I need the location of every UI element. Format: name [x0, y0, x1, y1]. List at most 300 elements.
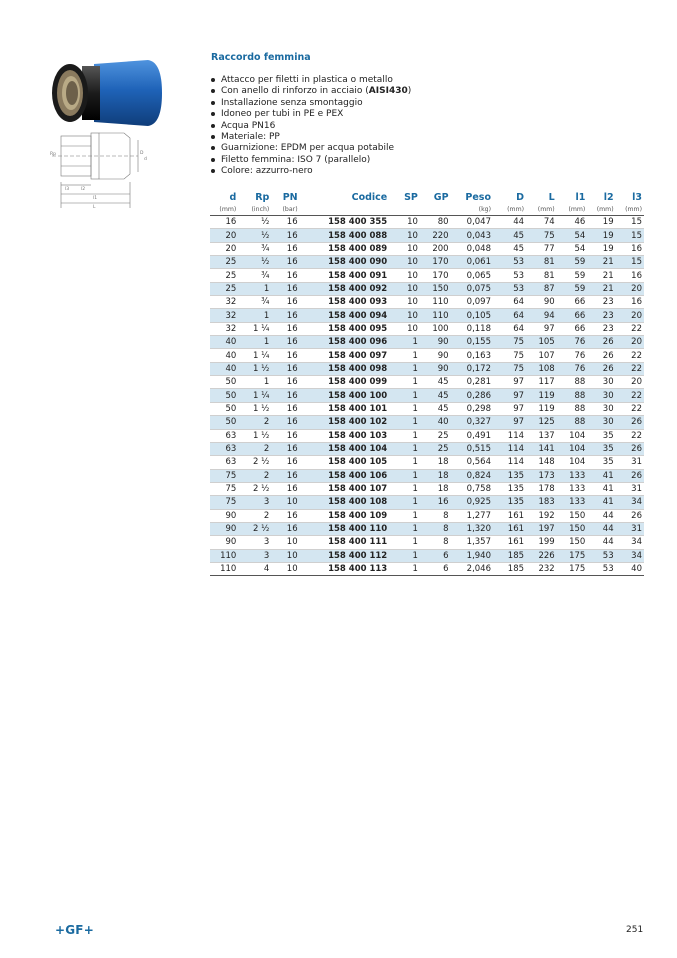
feature-item: Attacco per filetti in plastica o metallo — [210, 75, 411, 86]
table-cell: 50 — [210, 389, 238, 402]
table-body — [210, 216, 644, 576]
table-cell: 87 — [526, 282, 557, 295]
table-cell: 4 — [238, 562, 271, 575]
table-cell: 20 — [616, 376, 644, 389]
table-cell: 110 — [420, 296, 451, 309]
table-cell: 16 — [271, 296, 299, 309]
table-cell: 0,047 — [451, 216, 493, 229]
table-cell: 0,327 — [451, 416, 493, 429]
drawing-label-l: L — [93, 205, 96, 210]
table-cell: 97 — [493, 402, 526, 415]
table-cell: 88 — [557, 389, 588, 402]
table-cell: 3 — [238, 496, 271, 509]
drawing-label-d-outer: D — [140, 151, 144, 156]
column-unit: (kg) — [451, 204, 493, 216]
table-cell: 0,824 — [451, 469, 493, 482]
table-cell: 104 — [557, 429, 588, 442]
table-cell: 34 — [616, 549, 644, 562]
table-cell: 18 — [420, 456, 451, 469]
table-cell: 1 — [389, 549, 420, 562]
table-cell: 0,155 — [451, 336, 493, 349]
table-cell: 20 — [616, 336, 644, 349]
table-cell: 175 — [557, 549, 588, 562]
feature-item: Guarnizione: EPDM per acqua potabile — [210, 143, 411, 154]
table-cell: 10 — [389, 322, 420, 335]
table-cell: 75 — [526, 229, 557, 242]
table-cell: 26 — [616, 469, 644, 482]
table-cell: 16 — [271, 322, 299, 335]
drawing-label-d-inner: d — [144, 157, 147, 162]
table-cell: 26 — [587, 362, 615, 375]
table-cell: 54 — [557, 242, 588, 255]
table-cell: 75 — [493, 362, 526, 375]
table-row — [210, 376, 644, 389]
table-cell: 16 — [271, 402, 299, 415]
table-cell: 0,097 — [451, 296, 493, 309]
section-title: Raccordo femmina — [211, 52, 311, 63]
table-cell: 18 — [420, 469, 451, 482]
table-cell: 31 — [616, 522, 644, 535]
table-cell: 1 ¼ — [238, 389, 271, 402]
table-cell: 53 — [493, 269, 526, 282]
table-cell: 21 — [587, 282, 615, 295]
table-cell: 158 400 355 — [300, 216, 390, 229]
table-cell: 2 — [238, 509, 271, 522]
feature-item: Materiale: PP — [210, 132, 411, 143]
drawing-label-l1: l1 — [93, 196, 98, 201]
table-cell: 26 — [587, 349, 615, 362]
table-cell: 26 — [616, 509, 644, 522]
column-header: Codice — [351, 192, 388, 203]
table-row — [210, 402, 644, 415]
table-row — [210, 522, 644, 535]
table-cell: ¾ — [238, 296, 271, 309]
table-cell: 30 — [587, 376, 615, 389]
table-cell: 1 — [238, 309, 271, 322]
table-cell: 30 — [587, 416, 615, 429]
table-cell: 1 — [389, 482, 420, 495]
table-cell: 1 — [389, 376, 420, 389]
table-row — [210, 416, 644, 429]
table-cell: 158 400 101 — [300, 402, 390, 415]
table-cell: 97 — [526, 322, 557, 335]
table-cell: 10 — [389, 296, 420, 309]
table-row — [210, 296, 644, 309]
table-cell: ½ — [238, 216, 271, 229]
table-cell: 20 — [616, 309, 644, 322]
table-cell: 158 400 095 — [300, 322, 390, 335]
table-cell: 35 — [587, 442, 615, 455]
table-cell: 19 — [587, 242, 615, 255]
column-unit: (mm) — [493, 204, 526, 216]
table-cell: 45 — [493, 242, 526, 255]
table-cell: 110 — [210, 562, 238, 575]
table-row — [210, 496, 644, 509]
table-cell: 25 — [210, 282, 238, 295]
table-cell: 158 400 109 — [300, 509, 390, 522]
table-units-row — [210, 204, 644, 216]
table-cell: 105 — [526, 336, 557, 349]
table-cell: 1 — [389, 442, 420, 455]
table-cell: 90 — [420, 349, 451, 362]
table-cell: 0,515 — [451, 442, 493, 455]
table-cell: 158 400 098 — [300, 362, 390, 375]
table-cell: 23 — [587, 309, 615, 322]
table-cell: 31 — [616, 482, 644, 495]
column-unit: (mm) — [616, 204, 644, 216]
table-cell: 150 — [420, 282, 451, 295]
table-cell: 21 — [587, 256, 615, 269]
table-cell: 90 — [210, 509, 238, 522]
table-cell: 117 — [526, 376, 557, 389]
table-cell: 1 — [238, 376, 271, 389]
table-row — [210, 362, 644, 375]
table-cell: 2 — [238, 469, 271, 482]
table-row — [210, 456, 644, 469]
feature-item: Installazione senza smontaggio — [210, 98, 411, 109]
table-cell: 59 — [557, 282, 588, 295]
table-cell: 150 — [557, 536, 588, 549]
table-cell: 16 — [271, 509, 299, 522]
drawing-label-l2: l2 — [81, 187, 86, 192]
table-cell: 161 — [493, 509, 526, 522]
table-cell: 22 — [616, 429, 644, 442]
column-header: l1 — [575, 192, 586, 203]
table-cell: 0,925 — [451, 496, 493, 509]
table-cell: 53 — [493, 256, 526, 269]
table-cell: 16 — [271, 482, 299, 495]
table-cell: 8 — [420, 509, 451, 522]
table-cell: 10 — [389, 282, 420, 295]
table-cell: 30 — [587, 389, 615, 402]
table-cell: ½ — [238, 256, 271, 269]
table-cell: 76 — [557, 362, 588, 375]
table-cell: 40 — [210, 362, 238, 375]
drawing-label-rp: Rp — [50, 152, 56, 157]
column-unit: (bar) — [271, 204, 299, 216]
table-cell: 44 — [587, 536, 615, 549]
table-cell: 137 — [526, 429, 557, 442]
table-row — [210, 269, 644, 282]
table-cell: 50 — [210, 376, 238, 389]
table-cell: 75 — [210, 469, 238, 482]
table-cell: 185 — [493, 549, 526, 562]
table-cell: 15 — [616, 256, 644, 269]
table-cell: 175 — [557, 562, 588, 575]
spec-table — [210, 191, 644, 576]
table-cell: 50 — [210, 402, 238, 415]
column-header: l2 — [603, 192, 614, 203]
table-header-row — [210, 191, 644, 204]
table-cell: 22 — [616, 389, 644, 402]
table-cell: 81 — [526, 256, 557, 269]
table-cell: 97 — [493, 376, 526, 389]
column-header: GP — [433, 192, 449, 203]
table-cell: 16 — [271, 456, 299, 469]
table-cell: 158 400 106 — [300, 469, 390, 482]
table-cell: 1 — [389, 416, 420, 429]
table-cell: 158 400 104 — [300, 442, 390, 455]
table-cell: 16 — [271, 376, 299, 389]
table-cell: 104 — [557, 456, 588, 469]
table-cell: 1,320 — [451, 522, 493, 535]
table-cell: 1 — [389, 469, 420, 482]
feature-item: Filetto femmina: ISO 7 (parallelo) — [210, 155, 411, 166]
table-row — [210, 242, 644, 255]
column-header: D — [516, 192, 525, 203]
table-cell: 77 — [526, 242, 557, 255]
feature-list — [210, 75, 411, 178]
table-cell: 10 — [389, 216, 420, 229]
feature-item: Colore: azzurro-nero — [210, 166, 411, 177]
table-cell: 63 — [210, 429, 238, 442]
column-unit: (mm) — [210, 204, 238, 216]
column-header: SP — [404, 192, 418, 203]
table-cell: 158 400 105 — [300, 456, 390, 469]
table-cell: 133 — [557, 496, 588, 509]
table-cell: 1 ½ — [238, 362, 271, 375]
table-cell: 75 — [210, 496, 238, 509]
table-cell: 16 — [616, 242, 644, 255]
table-cell: 16 — [210, 216, 238, 229]
table-cell: 161 — [493, 536, 526, 549]
table-row — [210, 442, 644, 455]
table-cell: 158 400 108 — [300, 496, 390, 509]
table-cell: 10 — [389, 269, 420, 282]
table-cell: 104 — [557, 442, 588, 455]
column-header: d — [229, 192, 237, 203]
table-cell: 2 ½ — [238, 456, 271, 469]
table-cell: 35 — [587, 429, 615, 442]
table-cell: 110 — [210, 549, 238, 562]
table-cell: 1 ½ — [238, 402, 271, 415]
table-cell: 200 — [420, 242, 451, 255]
table-cell: 18 — [420, 482, 451, 495]
table-cell: 158 400 102 — [300, 416, 390, 429]
table-cell: 80 — [420, 216, 451, 229]
column-unit — [389, 204, 420, 216]
table-cell: 0,043 — [451, 229, 493, 242]
table-cell: 135 — [493, 469, 526, 482]
table-cell: 1 — [389, 336, 420, 349]
table-cell: 40 — [420, 416, 451, 429]
table-cell: 16 — [271, 242, 299, 255]
table-cell: 64 — [493, 296, 526, 309]
table-cell: 75 — [493, 336, 526, 349]
table-cell: 119 — [526, 402, 557, 415]
table-cell: 16 — [271, 216, 299, 229]
table-cell: 1 ¼ — [238, 322, 271, 335]
table-cell: 10 — [389, 242, 420, 255]
table-cell: 35 — [587, 456, 615, 469]
table-cell: 30 — [587, 402, 615, 415]
table-cell: 25 — [420, 429, 451, 442]
table-cell: 0,105 — [451, 309, 493, 322]
table-cell: 88 — [557, 402, 588, 415]
table-cell: 44 — [493, 216, 526, 229]
table-cell: 15 — [616, 229, 644, 242]
table-cell: 22 — [616, 402, 644, 415]
table-cell: 90 — [420, 336, 451, 349]
table-row — [210, 429, 644, 442]
table-cell: 16 — [271, 349, 299, 362]
table-cell: 150 — [557, 509, 588, 522]
table-cell: 16 — [271, 469, 299, 482]
table-cell: 26 — [587, 336, 615, 349]
column-header: PN — [282, 192, 298, 203]
table-cell: 16 — [271, 336, 299, 349]
table-cell: 158 400 091 — [300, 269, 390, 282]
table-cell: 158 400 099 — [300, 376, 390, 389]
table-cell: 161 — [493, 522, 526, 535]
table-cell: 0,061 — [451, 256, 493, 269]
table-cell: 133 — [557, 469, 588, 482]
table-cell: 10 — [271, 536, 299, 549]
table-cell: 2 — [238, 416, 271, 429]
table-cell: ¾ — [238, 242, 271, 255]
table-cell: 21 — [587, 269, 615, 282]
table-cell: 59 — [557, 269, 588, 282]
table-cell: 0,281 — [451, 376, 493, 389]
table-cell: 45 — [493, 229, 526, 242]
table-cell: 90 — [526, 296, 557, 309]
table-cell: 32 — [210, 296, 238, 309]
table-cell: 1 — [389, 349, 420, 362]
table-cell: 170 — [420, 269, 451, 282]
table-cell: 0,564 — [451, 456, 493, 469]
table-cell: 158 400 112 — [300, 549, 390, 562]
table-cell: 2,046 — [451, 562, 493, 575]
table-cell: 1,940 — [451, 549, 493, 562]
table-cell: 185 — [493, 562, 526, 575]
table-cell: 10 — [389, 309, 420, 322]
table-cell: 16 — [271, 429, 299, 442]
table-cell: 1 — [238, 336, 271, 349]
table-cell: 6 — [420, 562, 451, 575]
table-cell: 148 — [526, 456, 557, 469]
table-cell: 15 — [616, 216, 644, 229]
table-cell: 158 400 103 — [300, 429, 390, 442]
table-cell: 1 — [389, 522, 420, 535]
table-cell: 1 — [389, 429, 420, 442]
table-cell: 22 — [616, 349, 644, 362]
table-cell: 50 — [210, 416, 238, 429]
table-cell: 41 — [587, 482, 615, 495]
table-cell: 158 400 107 — [300, 482, 390, 495]
table-cell: 31 — [616, 456, 644, 469]
table-cell: 26 — [616, 416, 644, 429]
table-cell: 25 — [210, 256, 238, 269]
table-cell: 114 — [493, 456, 526, 469]
table-cell: 44 — [587, 522, 615, 535]
table-row — [210, 469, 644, 482]
table-cell: 74 — [526, 216, 557, 229]
table-cell: 1 — [389, 389, 420, 402]
table-cell: 76 — [557, 336, 588, 349]
table-cell: 64 — [493, 322, 526, 335]
table-cell: 97 — [493, 416, 526, 429]
table-cell: 1 — [389, 562, 420, 575]
table-row — [210, 229, 644, 242]
table-cell: 0,065 — [451, 269, 493, 282]
table-row — [210, 536, 644, 549]
table-cell: 1 — [238, 282, 271, 295]
table-cell: 141 — [526, 442, 557, 455]
table-cell: 25 — [210, 269, 238, 282]
table-cell: 0,172 — [451, 362, 493, 375]
table-cell: 158 400 096 — [300, 336, 390, 349]
table-cell: 53 — [587, 562, 615, 575]
table-cell: 158 400 097 — [300, 349, 390, 362]
table-cell: 16 — [420, 496, 451, 509]
table-cell: 1 — [389, 456, 420, 469]
feature-item: Con anello di rinforzo in acciaio (AISI430) — [210, 86, 411, 97]
table-cell: 88 — [557, 376, 588, 389]
table-cell: 32 — [210, 322, 238, 335]
table-cell: 2 — [238, 442, 271, 455]
table-cell: 16 — [271, 362, 299, 375]
table-cell: 0,163 — [451, 349, 493, 362]
table-cell: 183 — [526, 496, 557, 509]
table-cell: 10 — [271, 496, 299, 509]
table-cell: 26 — [616, 442, 644, 455]
table-cell: 108 — [526, 362, 557, 375]
table-cell: 45 — [420, 376, 451, 389]
table-cell: 90 — [210, 536, 238, 549]
table-cell: 88 — [557, 416, 588, 429]
table-cell: 8 — [420, 522, 451, 535]
table-cell: 64 — [493, 309, 526, 322]
table-cell: 22 — [616, 362, 644, 375]
table-cell: 2 ½ — [238, 482, 271, 495]
table-cell: 16 — [271, 442, 299, 455]
table-cell: 66 — [557, 309, 588, 322]
feature-item: Idoneo per tubi in PE e PEX — [210, 109, 411, 120]
table-cell: 41 — [587, 496, 615, 509]
table-cell: 0,075 — [451, 282, 493, 295]
column-unit: (inch) — [238, 204, 271, 216]
table-row — [210, 216, 644, 229]
column-unit: (mm) — [587, 204, 615, 216]
table-cell: 107 — [526, 349, 557, 362]
table-cell: 170 — [420, 256, 451, 269]
table-cell: 173 — [526, 469, 557, 482]
table-cell: 10 — [271, 562, 299, 575]
table-row — [210, 336, 644, 349]
table-cell: 158 400 088 — [300, 229, 390, 242]
table-cell: 226 — [526, 549, 557, 562]
table-row — [210, 482, 644, 495]
table-cell: 135 — [493, 496, 526, 509]
table-cell: 54 — [557, 229, 588, 242]
table-cell: 16 — [271, 416, 299, 429]
table-cell: 23 — [587, 296, 615, 309]
column-unit — [300, 204, 390, 216]
table-cell: 1 ½ — [238, 429, 271, 442]
table-cell: 0,118 — [451, 322, 493, 335]
table-cell: 158 400 089 — [300, 242, 390, 255]
table-cell: ¾ — [238, 269, 271, 282]
table-cell: 3 — [238, 536, 271, 549]
table-cell: 40 — [210, 336, 238, 349]
table-cell: 1,277 — [451, 509, 493, 522]
table-cell: 150 — [557, 522, 588, 535]
table-cell: 40 — [210, 349, 238, 362]
table-cell: 133 — [557, 482, 588, 495]
table-cell: 192 — [526, 509, 557, 522]
column-unit — [420, 204, 451, 216]
table-cell: 232 — [526, 562, 557, 575]
